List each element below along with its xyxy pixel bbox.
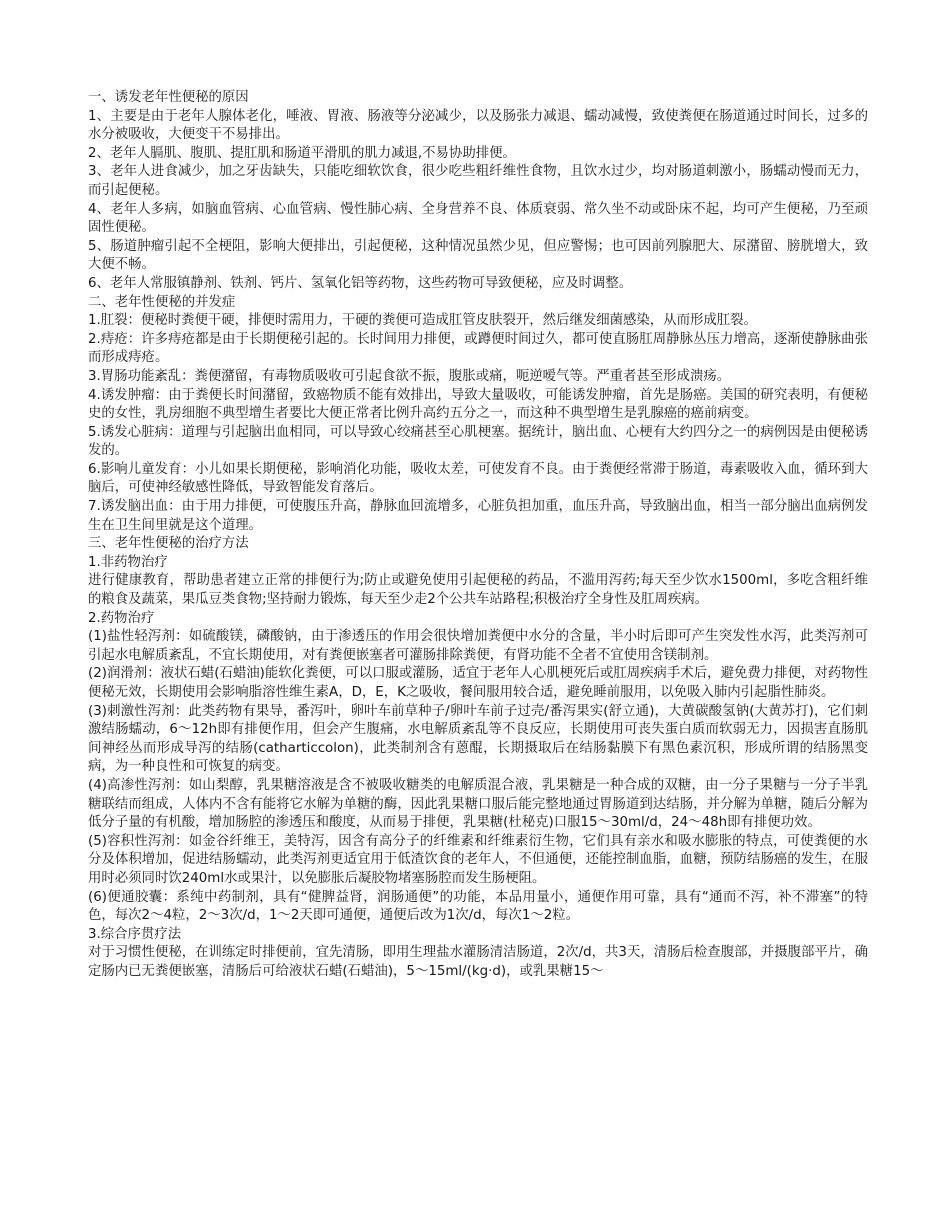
paragraph: (2)润滑剂：液状石蜡(石蜡油)能软化粪便，可以口服或灌肠，适宜于老年人心肌梗死后或肛周疾病手术后，避免费力排便，对药物性便秘无效，长期使用会影响脂溶性维生素A，D，E，K之吸收，餐间服用较合适，避免睡前服用，以免吸入肺内引起脂性肺炎。 [88, 666, 868, 700]
paragraph: 6、老年人常服镇静剂、铁剂、钙片、氢氧化铝等药物，这些药物可导致便秘，应及时调整。 [88, 275, 633, 291]
subsection-heading: 1.非药物治疗 [88, 554, 168, 570]
paragraph: (4)高渗性泻剂：如山梨醇，乳果糖溶液是含不被吸收糖类的电解质混合液，乳果糖是一种合成的双糖，由一分子果糖与一分子半乳糖联结而组成，人体内不含有能将它水解为单糖的酶，因此乳果糖口服后能完整地通过胃肠道到达结肠，并分解为单糖，随后分解为低分子量的有机酸，增加肠腔的渗透压和酸度，从而易于排便，乳果糖(杜秘克)口服15～30ml/d，24～48h即有排便功效。 [88, 777, 868, 831]
paragraph: 4、老年人多病，如脑血管病、心血管病、慢性肺心病、全身营养不良、体质衰弱、常久坐不动或卧床不起，均可产生便秘，乃至顽固性便秘。 [88, 201, 868, 236]
subsection-heading: 2.药物治疗 [88, 610, 155, 626]
paragraph: (1)盐性轻泻剂：如硫酸镁，磷酸钠，由于渗透压的作用会很快增加粪便中水分的含量，半小时后即可产生突发性水泻，此类泻剂可引起水电解质紊乱，不宜长期使用，对有粪便嵌塞者可灌肠排除粪便，有肾功能不全者不宜使用含镁制剂。 [88, 629, 868, 663]
paragraph: 进行健康教育，帮助患者建立正常的排便行为;防止或避免使用引起便秘的药品，不滥用泻药;每天至少饮水1500ml，多吃含粗纤维的粮食及蔬菜，果瓜豆类食物;坚持耐力锻炼，每天至少走2个公共车站路程;积极治疗全身性及肛周疾病。 [88, 573, 868, 608]
paragraph: (5)容积性泻剂：如金谷纤维王，美特泻，因含有高分子的纤维素和纤维素衍生物，它们具有亲水和吸水膨胀的特点，可使粪便的水分及体积增加，促进结肠蠕动，此类泻剂更适宜用于低渣饮食的老年人，不但通便，还能控制血脂，血糖，预防结肠癌的发生，在服用时必须同时饮240ml水或果汁，以免膨胀后凝胶物堵塞肠腔而发生肠梗阻。 [88, 833, 868, 886]
paragraph: 对于习惯性便秘，在训练定时排便前，宜先清肠，即用生理盐水灌肠清洁肠道，2次/d，共3天，清肠后检查腹部，并摄腹部平片，确定肠内已无粪便嵌塞，清肠后可给液状石蜡(石蜡油)，5～15ml/(kg·d)，或乳果糖15～ [88, 945, 868, 979]
paragraph: 2、老年人膈肌、腹肌、提肛肌和肠道平滑肌的肌力减退,不易协助排便。 [88, 145, 516, 161]
paragraph: (3)刺激性泻剂：此类药物有果导，番泻叶，卵叶车前草种子/卵叶车前子过壳/番泻果实(舒立通)，大黄碳酸氢钠(大黄苏打)，它们刺激结肠蠕动，6～12h即有排便作用，但会产生腹痛，水电解质紊乱等不良反应，长期使用可丧失蛋白质而软弱无力，因损害直肠肌间神经丛而形成导泻的结肠(catharticcolon)，此类制剂含有蒽醌，长期摄取后在结肠黏膜下有黑色素沉积，形成所谓的结肠黑变病，为一种良性和可恢复的病变。 [88, 703, 868, 775]
section-heading-treatment: 三、老年性便秘的治疗方法 [88, 536, 249, 552]
paragraph: (6)便通胶囊：系纯中药制剂，具有“健脾益肾，润肠通便”的功能，本品用量小，通便作用可靠，具有“通而不泻，补不滞塞”的特色，每次2～4粒，2～3次/d，1～2天即可通便，通便后改为1次/d，每次1～2粒。 [88, 889, 868, 924]
paragraph: 4.诱发肿瘤：由于粪便长时间潴留，致癌物质不能有效排出，导致大量吸收，可能诱发肿瘤，首先是肠癌。美国的研究表明，有便秘史的女性，乳房细胞不典型增生者要比大便正常者比例升高约五分之一，而这种不典型增生是乳腺癌的癌前病变。 [88, 387, 868, 422]
paragraph: 3、老年人进食减少，加之牙齿缺失，只能吃细软饮食，很少吃些粗纤维性食物，且饮水过少，均对肠道刺激小，肠蠕动慢而无力，而引起便秘。 [88, 164, 868, 198]
paragraph: 3.胃肠功能紊乱：粪便潴留，有毒物质吸收可引起食欲不振，腹胀或痛，呃逆嗳气等。严重者甚至形成溃疡。 [88, 368, 731, 384]
paragraph: 6.影响儿童发育：小儿如果长期便秘，影响消化功能，吸收太差，可使发育不良。由于粪便经常滞于肠道，毒素吸收入血，循环到大脑后，可使神经敏感性降低，导致智能发育落后。 [88, 461, 868, 496]
paragraph: 5.诱发心脏病：道理与引起脑出血相同，可以导致心绞痛甚至心肌梗塞。据统计，脑出血、心梗有大约四分之一的病例因是由便秘诱发的。 [88, 424, 868, 459]
section-heading-complications: 二、老年性便秘的并发症 [88, 294, 236, 310]
subsection-heading: 3.综合序贯疗法 [88, 926, 182, 942]
section-heading-causes: 一、诱发老年性便秘的原因 [88, 90, 249, 105]
paragraph: 1、主要是由于老年人腺体老化，唾液、胃液、肠液等分泌减少，以及肠张力减退、蠕动减慢，致使粪便在肠道通过时间长，过多的水分被吸收，大便变干不易排出。 [88, 108, 868, 143]
document-body [88, 89, 868, 982]
paragraph: 2.痔疮：许多痔疮都是由于长期便秘引起的。长时间用力排便，或蹲便时间过久，都可使直肠肛周静脉丛压力增高，逐渐使静脉曲张而形成痔疮。 [88, 331, 868, 366]
paragraph: 5、肠道肿瘤引起不全梗阻，影响大便排出，引起便秘，这种情况虽然少见，但应警惕；也可因前列腺肥大、尿潴留、膀胱增大，致大便不畅。 [88, 238, 868, 273]
paragraph: 7.诱发脑出血：由于用力排便，可使腹压升高，静脉血回流增多，心脏负担加重，血压升高，导致脑出血，相当一部分脑出血病例发生在卫生间里就是这个道理。 [88, 499, 868, 533]
paragraph: 1.肛裂：便秘时粪便干硬，排便时需用力，干硬的粪便可造成肛管皮肤裂开，然后继发细菌感染，从而形成肛裂。 [88, 313, 757, 329]
